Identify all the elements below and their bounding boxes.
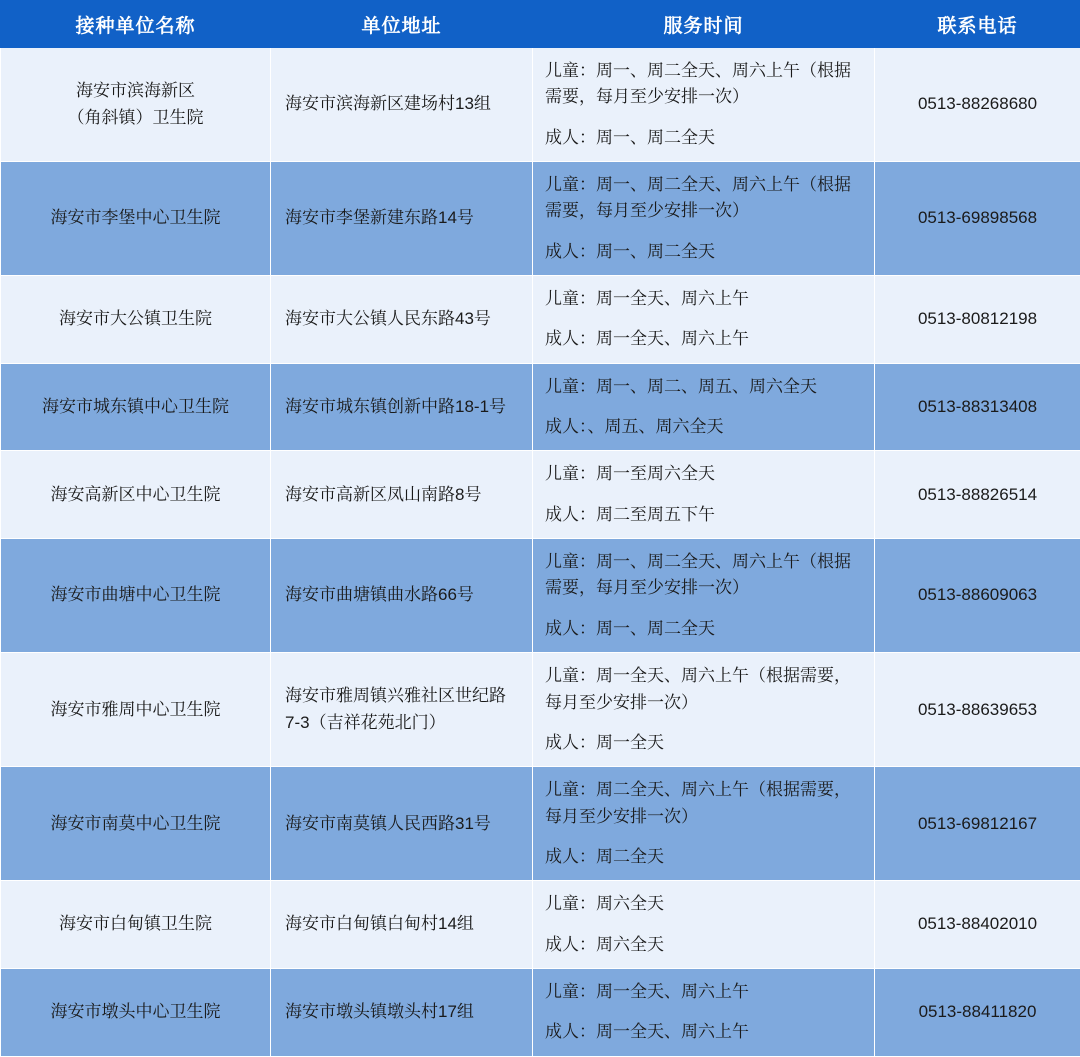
cell-phone: 0513-69812167 <box>875 767 1080 881</box>
table-body <box>1 48 1080 1057</box>
cell-site-name-line: （角斜镇）卫生院 <box>15 105 256 131</box>
cell-phone: 0513-88268680 <box>875 48 1080 162</box>
cell-site-name <box>1 767 271 881</box>
table-row <box>1 539 1080 653</box>
table-row <box>1 881 1080 969</box>
cell-address-line: 海安市大公镇人民东路43号 <box>285 306 518 332</box>
cell-site-name <box>1 653 271 767</box>
table-row <box>1 968 1080 1056</box>
cell-service-time-line: 儿童：周一、周二全天、周六上午（根据需要，每月至少安排一次） <box>545 549 864 602</box>
cell-address-line: 海安市南莫镇人民西路31号 <box>285 811 518 837</box>
cell-service-time <box>533 653 875 767</box>
cell-phone: 0513-88313408 <box>875 363 1080 451</box>
cell-service-time-line: 成人：周一、周二全天 <box>545 239 864 265</box>
cell-address <box>271 451 533 539</box>
cell-address <box>271 162 533 276</box>
cell-address-line: 海安市曲塘镇曲水路66号 <box>285 582 518 608</box>
column-header-name: 接种单位名称 <box>1 1 271 48</box>
cell-service-time-line: 成人：周一全天、周六上午 <box>545 1019 864 1045</box>
cell-service-time-line: 成人：周一全天 <box>545 730 864 756</box>
cell-phone: 0513-88411820 <box>875 968 1080 1056</box>
cell-site-name-line: 海安市雅周中心卫生院 <box>15 697 256 723</box>
cell-site-name-line: 海安市南莫中心卫生院 <box>15 811 256 837</box>
cell-service-time <box>533 968 875 1056</box>
table-header-row <box>1 1 1080 48</box>
cell-address <box>271 48 533 162</box>
cell-service-time-line: 儿童：周一、周二、周五、周六全天 <box>545 374 864 400</box>
cell-address <box>271 881 533 969</box>
cell-service-time-line: 儿童：周二全天、周六上午（根据需要，每月至少安排一次） <box>545 777 864 830</box>
cell-service-time <box>533 162 875 276</box>
table-row <box>1 48 1080 162</box>
cell-site-name <box>1 881 271 969</box>
cell-site-name-line: 海安市李堡中心卫生院 <box>15 205 256 231</box>
cell-address-line: 海安市雅周镇兴雅社区世纪路 <box>285 683 518 709</box>
cell-site-name <box>1 276 271 364</box>
cell-site-name <box>1 162 271 276</box>
cell-site-name <box>1 539 271 653</box>
cell-address-line: 海安市墩头镇墩头村17组 <box>285 999 518 1025</box>
table-row <box>1 767 1080 881</box>
cell-address <box>271 653 533 767</box>
column-header-address: 单位地址 <box>271 1 533 48</box>
cell-phone: 0513-88609063 <box>875 539 1080 653</box>
table-row <box>1 162 1080 276</box>
cell-service-time-line: 儿童：周一全天、周六上午 <box>545 286 864 312</box>
cell-address <box>271 968 533 1056</box>
column-header-service-time: 服务时间 <box>533 1 875 48</box>
cell-service-time-line: 儿童：周一、周二全天、周六上午（根据需要，每月至少安排一次） <box>545 58 864 111</box>
cell-service-time-line: 成人：、周五、周六全天 <box>545 414 864 440</box>
cell-address <box>271 363 533 451</box>
cell-site-name-line: 海安市墩头中心卫生院 <box>15 999 256 1025</box>
cell-service-time-line: 儿童：周一、周二全天、周六上午（根据需要，每月至少安排一次） <box>545 172 864 225</box>
cell-site-name-line: 海安市曲塘中心卫生院 <box>15 582 256 608</box>
cell-site-name <box>1 363 271 451</box>
cell-address <box>271 767 533 881</box>
cell-site-name-line: 海安市滨海新区 <box>15 78 256 104</box>
cell-phone: 0513-80812198 <box>875 276 1080 364</box>
column-header-phone: 联系电话 <box>875 1 1080 48</box>
cell-service-time <box>533 451 875 539</box>
cell-service-time <box>533 48 875 162</box>
cell-service-time-line: 成人：周六全天 <box>545 932 864 958</box>
table-row <box>1 276 1080 364</box>
cell-phone: 0513-88639653 <box>875 653 1080 767</box>
cell-site-name <box>1 451 271 539</box>
cell-phone: 0513-88826514 <box>875 451 1080 539</box>
cell-site-name-line: 海安市城东镇中心卫生院 <box>15 394 256 420</box>
table-row <box>1 653 1080 767</box>
cell-service-time <box>533 539 875 653</box>
cell-service-time-line: 儿童：周一全天、周六上午 <box>545 979 864 1005</box>
cell-site-name-line: 海安市白甸镇卫生院 <box>15 911 256 937</box>
cell-address <box>271 539 533 653</box>
cell-address-line: 海安市滨海新区建场村13组 <box>285 91 518 117</box>
cell-site-name-line: 海安高新区中心卫生院 <box>15 482 256 508</box>
cell-service-time-line: 儿童：周六全天 <box>545 891 864 917</box>
cell-site-name-line: 海安市大公镇卫生院 <box>15 306 256 332</box>
cell-service-time-line: 儿童：周一全天、周六上午（根据需要，每月至少安排一次） <box>545 663 864 716</box>
cell-site-name <box>1 48 271 162</box>
cell-service-time-line: 成人：周一、周二全天 <box>545 616 864 642</box>
cell-service-time-line: 儿童：周一至周六全天 <box>545 461 864 487</box>
table-row <box>1 451 1080 539</box>
cell-address-line: 7-3（吉祥花苑北门） <box>285 710 518 736</box>
cell-address-line: 海安市白甸镇白甸村14组 <box>285 911 518 937</box>
table-row <box>1 363 1080 451</box>
cell-service-time-line: 成人：周二至周五下午 <box>545 502 864 528</box>
cell-address-line: 海安市李堡新建东路14号 <box>285 205 518 231</box>
cell-address-line: 海安市城东镇创新中路18-1号 <box>285 394 518 420</box>
cell-service-time <box>533 767 875 881</box>
cell-service-time-line: 成人：周二全天 <box>545 844 864 870</box>
cell-address-line: 海安市高新区凤山南路8号 <box>285 482 518 508</box>
cell-address <box>271 276 533 364</box>
cell-service-time-line: 成人：周一、周二全天 <box>545 125 864 151</box>
cell-service-time-line: 成人：周一全天、周六上午 <box>545 326 864 352</box>
cell-phone: 0513-88402010 <box>875 881 1080 969</box>
cell-site-name <box>1 968 271 1056</box>
cell-phone: 0513-69898568 <box>875 162 1080 276</box>
cell-service-time <box>533 363 875 451</box>
cell-service-time <box>533 881 875 969</box>
table-header <box>1 1 1080 48</box>
cell-service-time <box>533 276 875 364</box>
